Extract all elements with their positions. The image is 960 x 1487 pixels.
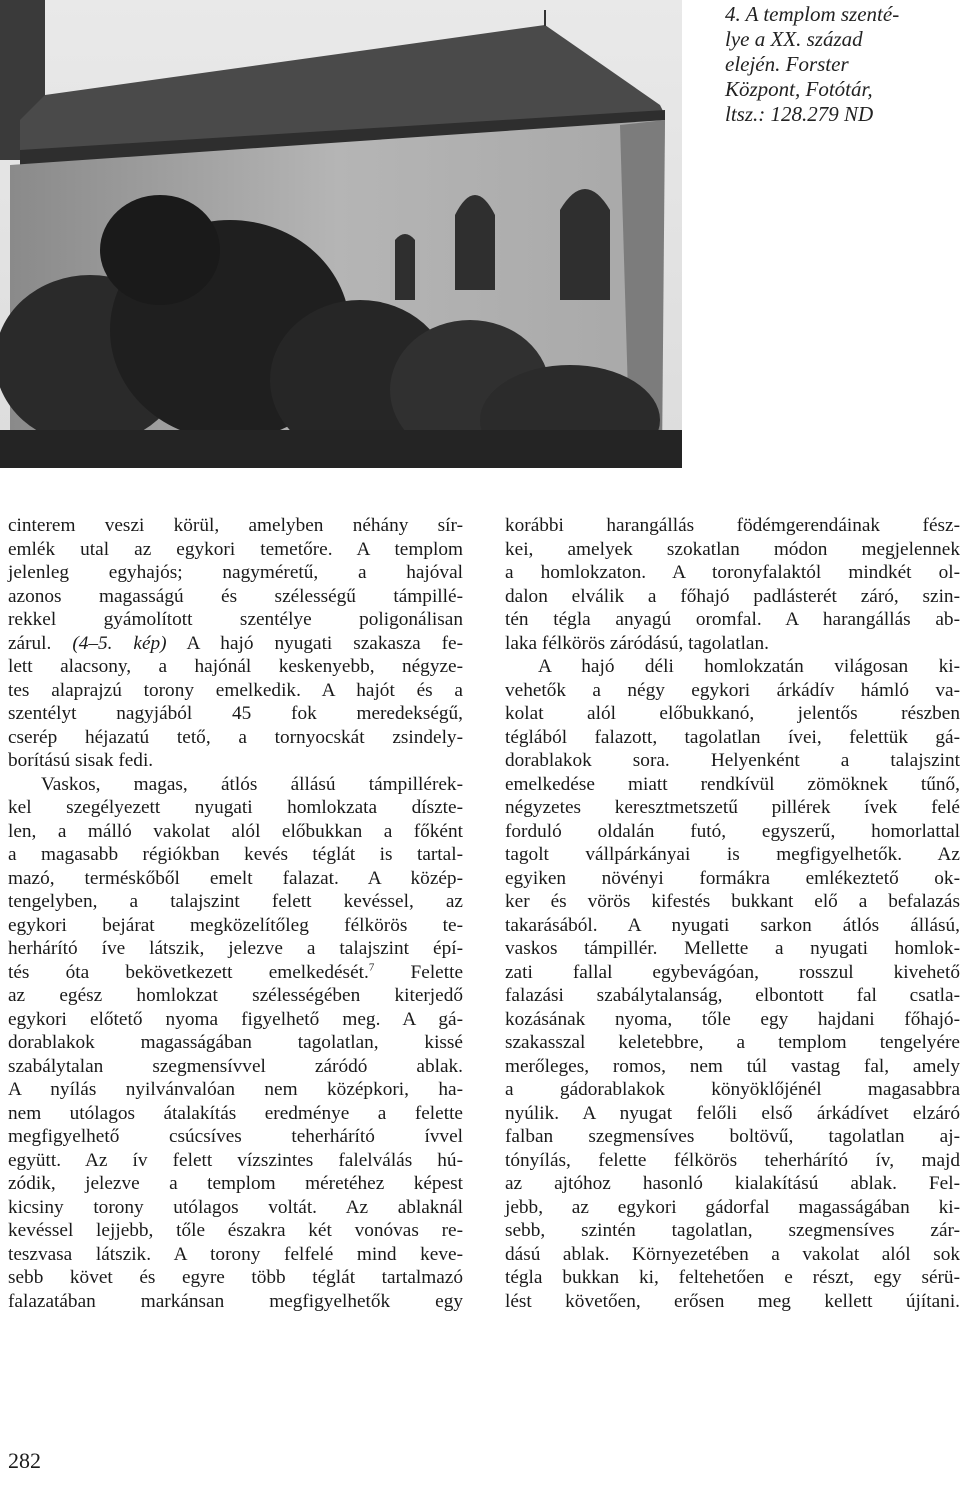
text-line: A nyílás nyilvánvalóan nem középkori, ha- bbox=[8, 1079, 463, 1100]
text-fragment: zárul. bbox=[8, 632, 52, 654]
text-line: falban szegmensíves boltövű, tagolatlan aj- bbox=[505, 1126, 960, 1147]
text-line: forduló oldalán futó, egyszerű, homorlattal bbox=[505, 820, 960, 842]
caption-line: lye a XX. század bbox=[725, 27, 863, 51]
text-line: tónyílás, felette félkörös teherhárító ív, majd bbox=[505, 1149, 960, 1171]
text-line: zódik, jelezve a templom méretéhez képest bbox=[8, 1173, 463, 1194]
text-line: len, a málló vakolat alól előbukkan a főként bbox=[8, 820, 463, 842]
text-line: egykori bejárat megközelítőleg félkörös te- bbox=[8, 914, 463, 936]
text-line: lést követően, erősen meg kellett újítani. bbox=[505, 1290, 960, 1312]
text-line: kozásának nyoma, tőle egy hajdani főhajó- bbox=[505, 1008, 960, 1030]
text-line: az egész homlokzat szélességében kiterjedő bbox=[8, 985, 463, 1006]
text-line: ker és vörös kifestés bukkant elő a befalazás bbox=[505, 891, 960, 912]
text-line: az ajtóhoz hasonló kialakítású ablak. Fel- bbox=[505, 1173, 960, 1194]
church-photograph-drawing bbox=[0, 0, 682, 468]
text-fragment: A hajó nyugati szakasza fe- bbox=[186, 632, 463, 654]
text-line: dorablakok sora. Helyenként a talajszint bbox=[505, 750, 960, 771]
text-line: téglából falazott, tagolatlan ívei, felettük gá- bbox=[505, 726, 960, 748]
text-line: emelkedése miatt rendkívül zömöknek tűnő, bbox=[505, 773, 960, 795]
text-line: dalon elválik a főhajó padlásterét záró, szin- bbox=[505, 585, 960, 607]
text-line: sebb követ és egyre több téglát tartalmazó bbox=[8, 1267, 463, 1288]
text-line: jebb, az egykori gádorfal magasságában ki- bbox=[505, 1196, 960, 1218]
text-line: egykori előtető nyoma figyelhető meg. A gá- bbox=[8, 1008, 463, 1030]
text-line: szentélyt nagyjából 45 fok meredekségű, bbox=[8, 703, 463, 724]
text-line: A hajó déli homlokzatán világosan ki- bbox=[538, 656, 960, 677]
caption-line: 4. A templom szenté- bbox=[725, 2, 900, 26]
page-number: 282 bbox=[8, 1448, 41, 1473]
left-text-column bbox=[8, 514, 463, 1313]
text-line: együtt. Az ív felett vízszintes falelválás hú- bbox=[8, 1149, 463, 1171]
text-line: nyúlik. A nyugat felőli első árkádívet elzáró bbox=[505, 1102, 960, 1124]
text-line: a magasabb régiókban kevés téglát is tartal- bbox=[8, 844, 463, 865]
text-line: mazó, terméskőből emelt falazat. A közép- bbox=[8, 867, 463, 889]
figure-caption bbox=[725, 2, 955, 127]
text-line: megfigyelhető csúcsíves teherhárító ívvel bbox=[8, 1126, 463, 1147]
footnote-marker: 7 bbox=[368, 961, 375, 974]
text-line: kolat alól előbukkanó, jelentős részben bbox=[505, 703, 960, 724]
text-line: vaskos támpillér. Mellette a nyugati homlok- bbox=[505, 938, 960, 959]
text-line: zati fallal egybevágóan, rosszul kivehető bbox=[505, 961, 960, 983]
text-line: vehetők a négy egykori árkádív hámló va- bbox=[505, 679, 960, 701]
text-line: jelenleg egyhajós; nagyméretű, a hajóval bbox=[8, 562, 463, 583]
figure-reference: (4–5. kép) bbox=[72, 632, 167, 654]
text-line: a gádorablakok könyöklőjénél magasabbra bbox=[505, 1079, 960, 1100]
text-line: kei, amelyek szokatlan módon megjelennek bbox=[505, 538, 960, 560]
text-line: cinterem veszi körül, amelyben néhány sír- bbox=[8, 515, 463, 536]
text-line: teszvasa látszik. A torony felfelé mind keve- bbox=[8, 1243, 463, 1265]
text-line: négyzetes keresztmetszetű pillérek ívek felé bbox=[505, 797, 960, 818]
text-line: kicsiny torony utólagos voltát. Az ablaknál bbox=[8, 1196, 463, 1218]
text-line: falazatában markánsan megfigyelhetők egy bbox=[8, 1290, 463, 1312]
text-line: laka félkörös záródású, tagolatlan. bbox=[505, 632, 769, 654]
text-line: takarásából. A nyugati sarkon átlós állású, bbox=[505, 914, 960, 936]
text-line: lett alacsony, a hajónál keskenyebb, négyze- bbox=[8, 656, 463, 677]
caption-line: Központ, Fotótár, bbox=[725, 77, 873, 101]
text-line: dású ablak. Környezetében a vakolat alól sok bbox=[505, 1243, 960, 1265]
text-line: tes alaprajzú torony emelkedik. A hajót és a bbox=[8, 679, 463, 701]
text-line: nem utólagos átalakítás eredménye a felette bbox=[8, 1102, 463, 1124]
text-line: tengelyben, a talajszint felett kevéssel, az bbox=[8, 891, 463, 912]
text-line: tén tégla anyagú oromfal. A harangállás ab- bbox=[505, 609, 960, 630]
text-line: korábbi harangállás födémgerendáinak fész- bbox=[505, 515, 960, 536]
text-line: a homlokzaton. A toronyfalaktól mindkét ol- bbox=[505, 562, 960, 583]
text-line: szabálytalan szegmensívvel záródó ablak. bbox=[8, 1055, 463, 1077]
text-line: dorablakok magasságában tagolatlan, kissé bbox=[8, 1032, 463, 1053]
text-line: tégla bukkan ki, feltehetően e részt, egy sérü- bbox=[505, 1267, 960, 1288]
text-fragment: Felette bbox=[410, 961, 463, 983]
text-line: Vaskos, magas, átlós állású támpillérek- bbox=[41, 773, 463, 795]
text-line: tagolt vállpárkányai is megfigyelhetők. Az bbox=[505, 844, 960, 865]
text-line: szakasszal keletebbre, a templom tengelyére bbox=[505, 1032, 960, 1053]
caption-line: ltsz.: 128.279 ND bbox=[725, 102, 874, 126]
text-line: kevéssel lejjebb, tőle északra két vonóvas re- bbox=[8, 1220, 463, 1241]
text-line: borítású sisak fedi. bbox=[8, 750, 154, 771]
text-line: kel szegélyezett nyugati homlokzata díszte- bbox=[8, 797, 463, 818]
text-line: herhárító íve látszik, jelezve a talajszint épí- bbox=[8, 938, 463, 959]
text-line: merőleges, romos, nem túl vastag fal, amely bbox=[505, 1055, 960, 1077]
text-line: cserép héjazatú tető, a tornyocskát zsindely- bbox=[8, 726, 463, 748]
text-line: emlék utal az egykori temetőre. A templom bbox=[8, 538, 463, 560]
text-line: azonos magasságú és szélességű támpillé- bbox=[8, 585, 463, 607]
right-text-column bbox=[505, 514, 960, 1313]
text-line: egyiken növényi formákra emlékeztető ok- bbox=[505, 867, 960, 889]
text-line-with-footnote bbox=[8, 961, 463, 985]
caption-line: elején. Forster bbox=[725, 52, 849, 76]
text-line: sebb, szintén tagolatlan, szegmensíves zár- bbox=[505, 1220, 960, 1241]
text-fragment: tés óta bekövetkezett emelkedését. bbox=[8, 961, 369, 983]
text-line: falazási szabálytalanság, elbontott fal csatla- bbox=[505, 985, 960, 1006]
text-line: rekkel gyámolított szentélye poligonálisan bbox=[8, 609, 463, 630]
church-photograph bbox=[0, 0, 682, 468]
text-line-with-figure-ref bbox=[8, 632, 463, 656]
